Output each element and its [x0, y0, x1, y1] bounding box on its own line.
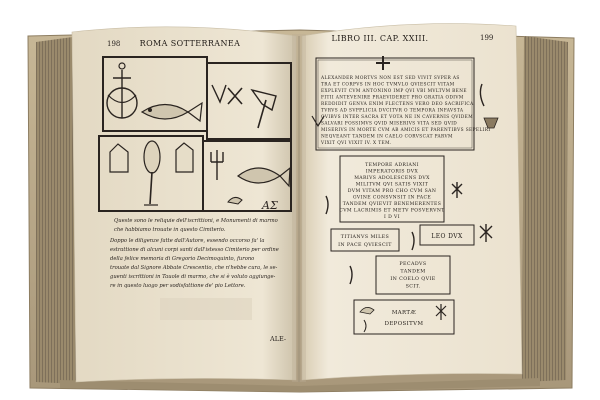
right-header-title: LIBRO III. CAP. XXIII.	[331, 34, 429, 43]
inscription-line: TRA ET CORPVS IN HOC TVMVLO QVIESCIT VITAM	[321, 82, 455, 88]
inscription-line: MISERIVS IN MORTE CVM AB AMICIS ET PARENTIBVS SEPELIRI	[321, 128, 491, 133]
caption-line: che habbiamo trouate in questo Cimiterio.	[114, 227, 226, 233]
inscription-line: MARIVS ADOLESCENS DVX	[354, 176, 430, 181]
inscription-line: TEMPORE ADRIANI	[365, 163, 419, 168]
inscription-line: PECADVS	[399, 262, 427, 267]
inscription-line: LEO DVX	[431, 233, 463, 240]
bleed-through-mark	[160, 298, 252, 320]
left-header-title: ROMA SOTTERRANEA	[139, 39, 241, 48]
inscription-line: REDDIDIT GENVA ENIM FLECTENS VERO DEO SACRIFICA	[321, 102, 474, 107]
inscription-line: SCIT.	[405, 284, 421, 290]
inscription-line: IMPERATORIS DVX	[365, 169, 419, 175]
inscription-line: SALVARI POSSIMVS QVID MISERIVS VITA SED QVID	[321, 121, 458, 127]
right-page-number: 199	[480, 34, 494, 42]
figure-mark: ΑΣ	[262, 199, 278, 212]
tomb-icon-2	[176, 143, 193, 172]
inscription-line: TANDEM QVIEVIT BENEMERENTES	[342, 202, 442, 207]
caption-line: estrattione di alcuni corpi santi dall'istesso Cimiterio per ordine	[110, 247, 279, 253]
inscription-line: DVM VITAM PRO CHO CVM SAN	[347, 189, 437, 194]
caption-line: re in questo luogo per sodisfattione de' pio Lettore.	[110, 283, 246, 289]
palm-tree-icon	[144, 141, 160, 173]
inscription-line: MARTÆ	[391, 310, 417, 316]
caption-line: trouate dal Signore Abbate Crescentio, che n'hebbe cura, le se-	[110, 265, 278, 271]
caption-line: guenti iscrittioni in Tauole di marmo, che si è voluto aggiunge-	[110, 274, 276, 280]
inscription-line: TITIANVS MILES	[340, 235, 390, 240]
left-page-number: 198	[107, 40, 121, 48]
inscription-line: FITII ANTEVENIRE PRAEVIDERET PRO GRATIA ODIVM	[321, 95, 464, 101]
inscription-line: DEPOSITVM	[384, 321, 424, 327]
inscription-line: NEQVEANT TANDEM IN CAELO CORVSCAT PARVM	[321, 134, 453, 140]
inscription-line: GVINE CONSVNSIT IN PACE	[352, 195, 432, 201]
catchword: ALE-	[270, 335, 287, 343]
inscription-line: QVIBVS INTER SACRA ET VOTA NE IN CAVERNIS QVIDEM	[321, 115, 474, 120]
inscription-line: TANDEM	[400, 269, 426, 275]
inscription-line: TVRVS AD SVPPLICIA DVCITVR O TEMPORA INFAVSTA	[321, 108, 464, 114]
inscription-line: VIXIT QVI VIXIT IV. X TEM.	[321, 141, 392, 146]
inscription-line: ALEXANDER MORTVS NON EST SED VIVIT SVPER AS	[321, 76, 460, 81]
caption-line: Queste sono le reliquie dell'iscrittioni, e Monumenti di marmo	[114, 218, 278, 224]
caption-line: della felice memoria di Gregorio Decimoquinto, furono	[110, 256, 255, 262]
inscription-line: EXPLEVIT CVM ANTONINO IMP QVI VBI MVLTVM BENE	[321, 89, 467, 94]
inscription-line: I D VI	[384, 215, 400, 220]
inscription-line: CVM LACRIMIS ET METV POSVERVNT	[339, 208, 445, 214]
inscription-line: MILITVM QVI SATIS VIXIT	[355, 182, 429, 188]
inscription-line: IN COELO QVIE	[390, 277, 436, 282]
caption-line: Doppo le diligenze fatte dall'Autore, essendo occorso fa' la	[110, 238, 265, 244]
inscription-line: IN PACE QVIESCIT	[338, 243, 392, 248]
